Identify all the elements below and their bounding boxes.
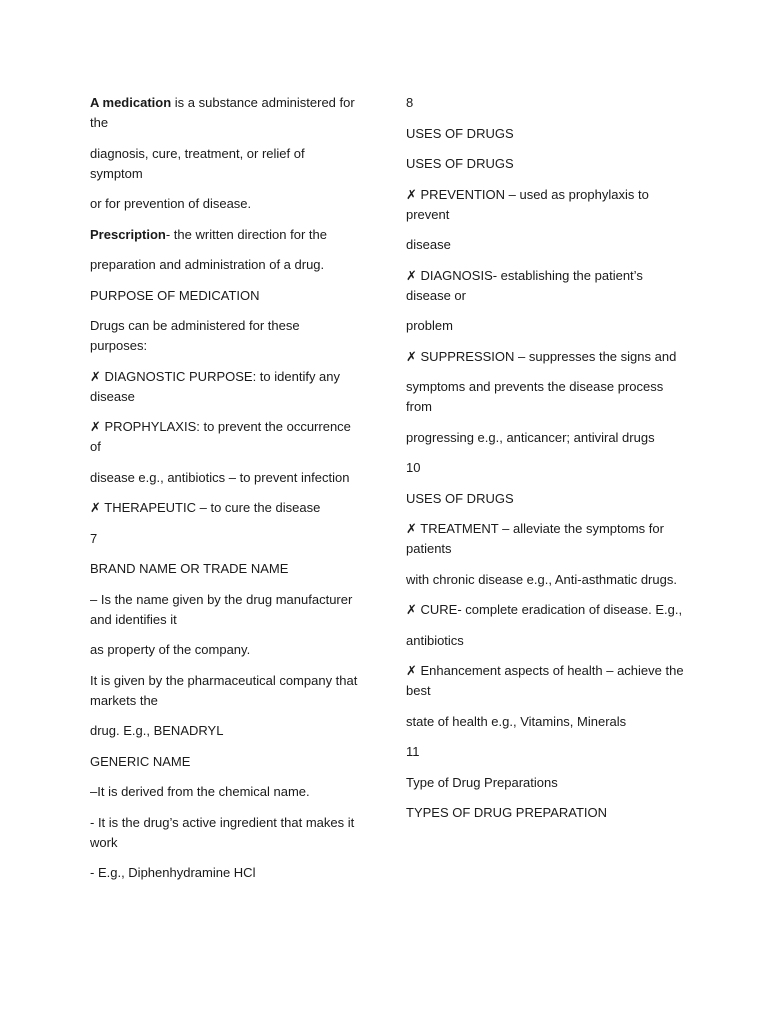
slide-number: 11 — [406, 744, 420, 759]
bullet-item: ✗ PREVENTION – used as prophylaxis to prevent — [406, 186, 649, 222]
slide-number: 10 — [406, 460, 421, 475]
uses-heading: USES OF DRUGS — [406, 125, 514, 141]
slide-number: 7 — [90, 530, 98, 546]
paragraph: with chronic disease e.g., Anti-asthmatic drugs. — [406, 571, 677, 587]
paragraph: –It is derived from the chemical name. — [90, 784, 310, 799]
paragraph: or for prevention of disease. — [90, 196, 252, 211]
prescription-definition-text: - the written direction for the — [165, 226, 327, 242]
paragraph: progressing e.g., anticancer; antiviral drugs — [406, 429, 655, 445]
paragraph: - It is the drug’s active ingredient that makes it work — [90, 814, 355, 850]
paragraph: - E.g., Diphenhydramine HCl — [90, 865, 256, 880]
slide-number: 8 — [406, 95, 414, 110]
medication-term: A medication — [90, 95, 172, 110]
medication-definition-text: is a substance administered for the — [90, 95, 355, 130]
paragraph: drug. E.g., BENADRYL — [90, 723, 224, 738]
paragraph: diagnosis, cure, treatment, or relief of symptom — [90, 145, 305, 181]
generic-name-heading: GENERIC NAME — [90, 753, 191, 769]
uses-heading: USES OF DRUGS — [406, 156, 514, 171]
paragraph: disease — [406, 237, 451, 252]
purpose-heading: PURPOSE OF MEDICATION — [90, 287, 260, 303]
uses-heading: USES OF DRUGS — [406, 490, 514, 506]
bullet-item: ✗ Enhancement aspects of health – achieve the best — [406, 663, 684, 698]
paragraph: Type of Drug Preparations — [406, 774, 558, 790]
paragraph: It is given by the pharmaceutical company that markets the — [90, 672, 358, 708]
paragraph: symptoms and prevents the disease process from — [406, 379, 664, 414]
medication-definition — [90, 93, 360, 133]
prescription-definition — [90, 225, 360, 245]
bullet-item: ✗ DIAGNOSTIC PURPOSE: to identify any disease — [90, 368, 341, 404]
paragraph: antibiotics — [406, 632, 464, 648]
prescription-term: Prescription — [90, 226, 166, 242]
types-heading: TYPES OF DRUG PREPARATION — [406, 805, 608, 820]
bullet-item: ✗ CURE- complete eradication of disease. E.g., — [406, 602, 683, 617]
left-column — [90, 93, 360, 894]
paragraph: state of health e.g., Vitamins, Minerals — [406, 713, 627, 729]
paragraph: Drugs can be administered for these purposes: — [90, 318, 300, 353]
paragraph: – Is the name given by the drug manufacturer and identifies it — [90, 591, 353, 627]
paragraph: preparation and administration of a drug. — [90, 257, 325, 272]
paragraph: disease e.g., antibiotics – to prevent infection — [90, 469, 350, 485]
brand-name-heading: BRAND NAME OR TRADE NAME — [90, 561, 289, 576]
bullet-item: ✗ PROPHYLAXIS: to prevent the occurrence of — [90, 419, 351, 454]
bullet-item: ✗ SUPPRESSION – suppresses the signs and — [406, 348, 677, 364]
paragraph: problem — [406, 318, 453, 333]
right-column — [406, 93, 688, 834]
paragraph: as property of the company. — [90, 642, 251, 657]
bullet-item: ✗ DIAGNOSIS- establishing the patient’s disease or — [406, 267, 643, 303]
bullet-item: ✗ TREATMENT – alleviate the symptoms for patients — [406, 521, 664, 556]
bullet-item: ✗ THERAPEUTIC – to cure the disease — [90, 500, 321, 515]
